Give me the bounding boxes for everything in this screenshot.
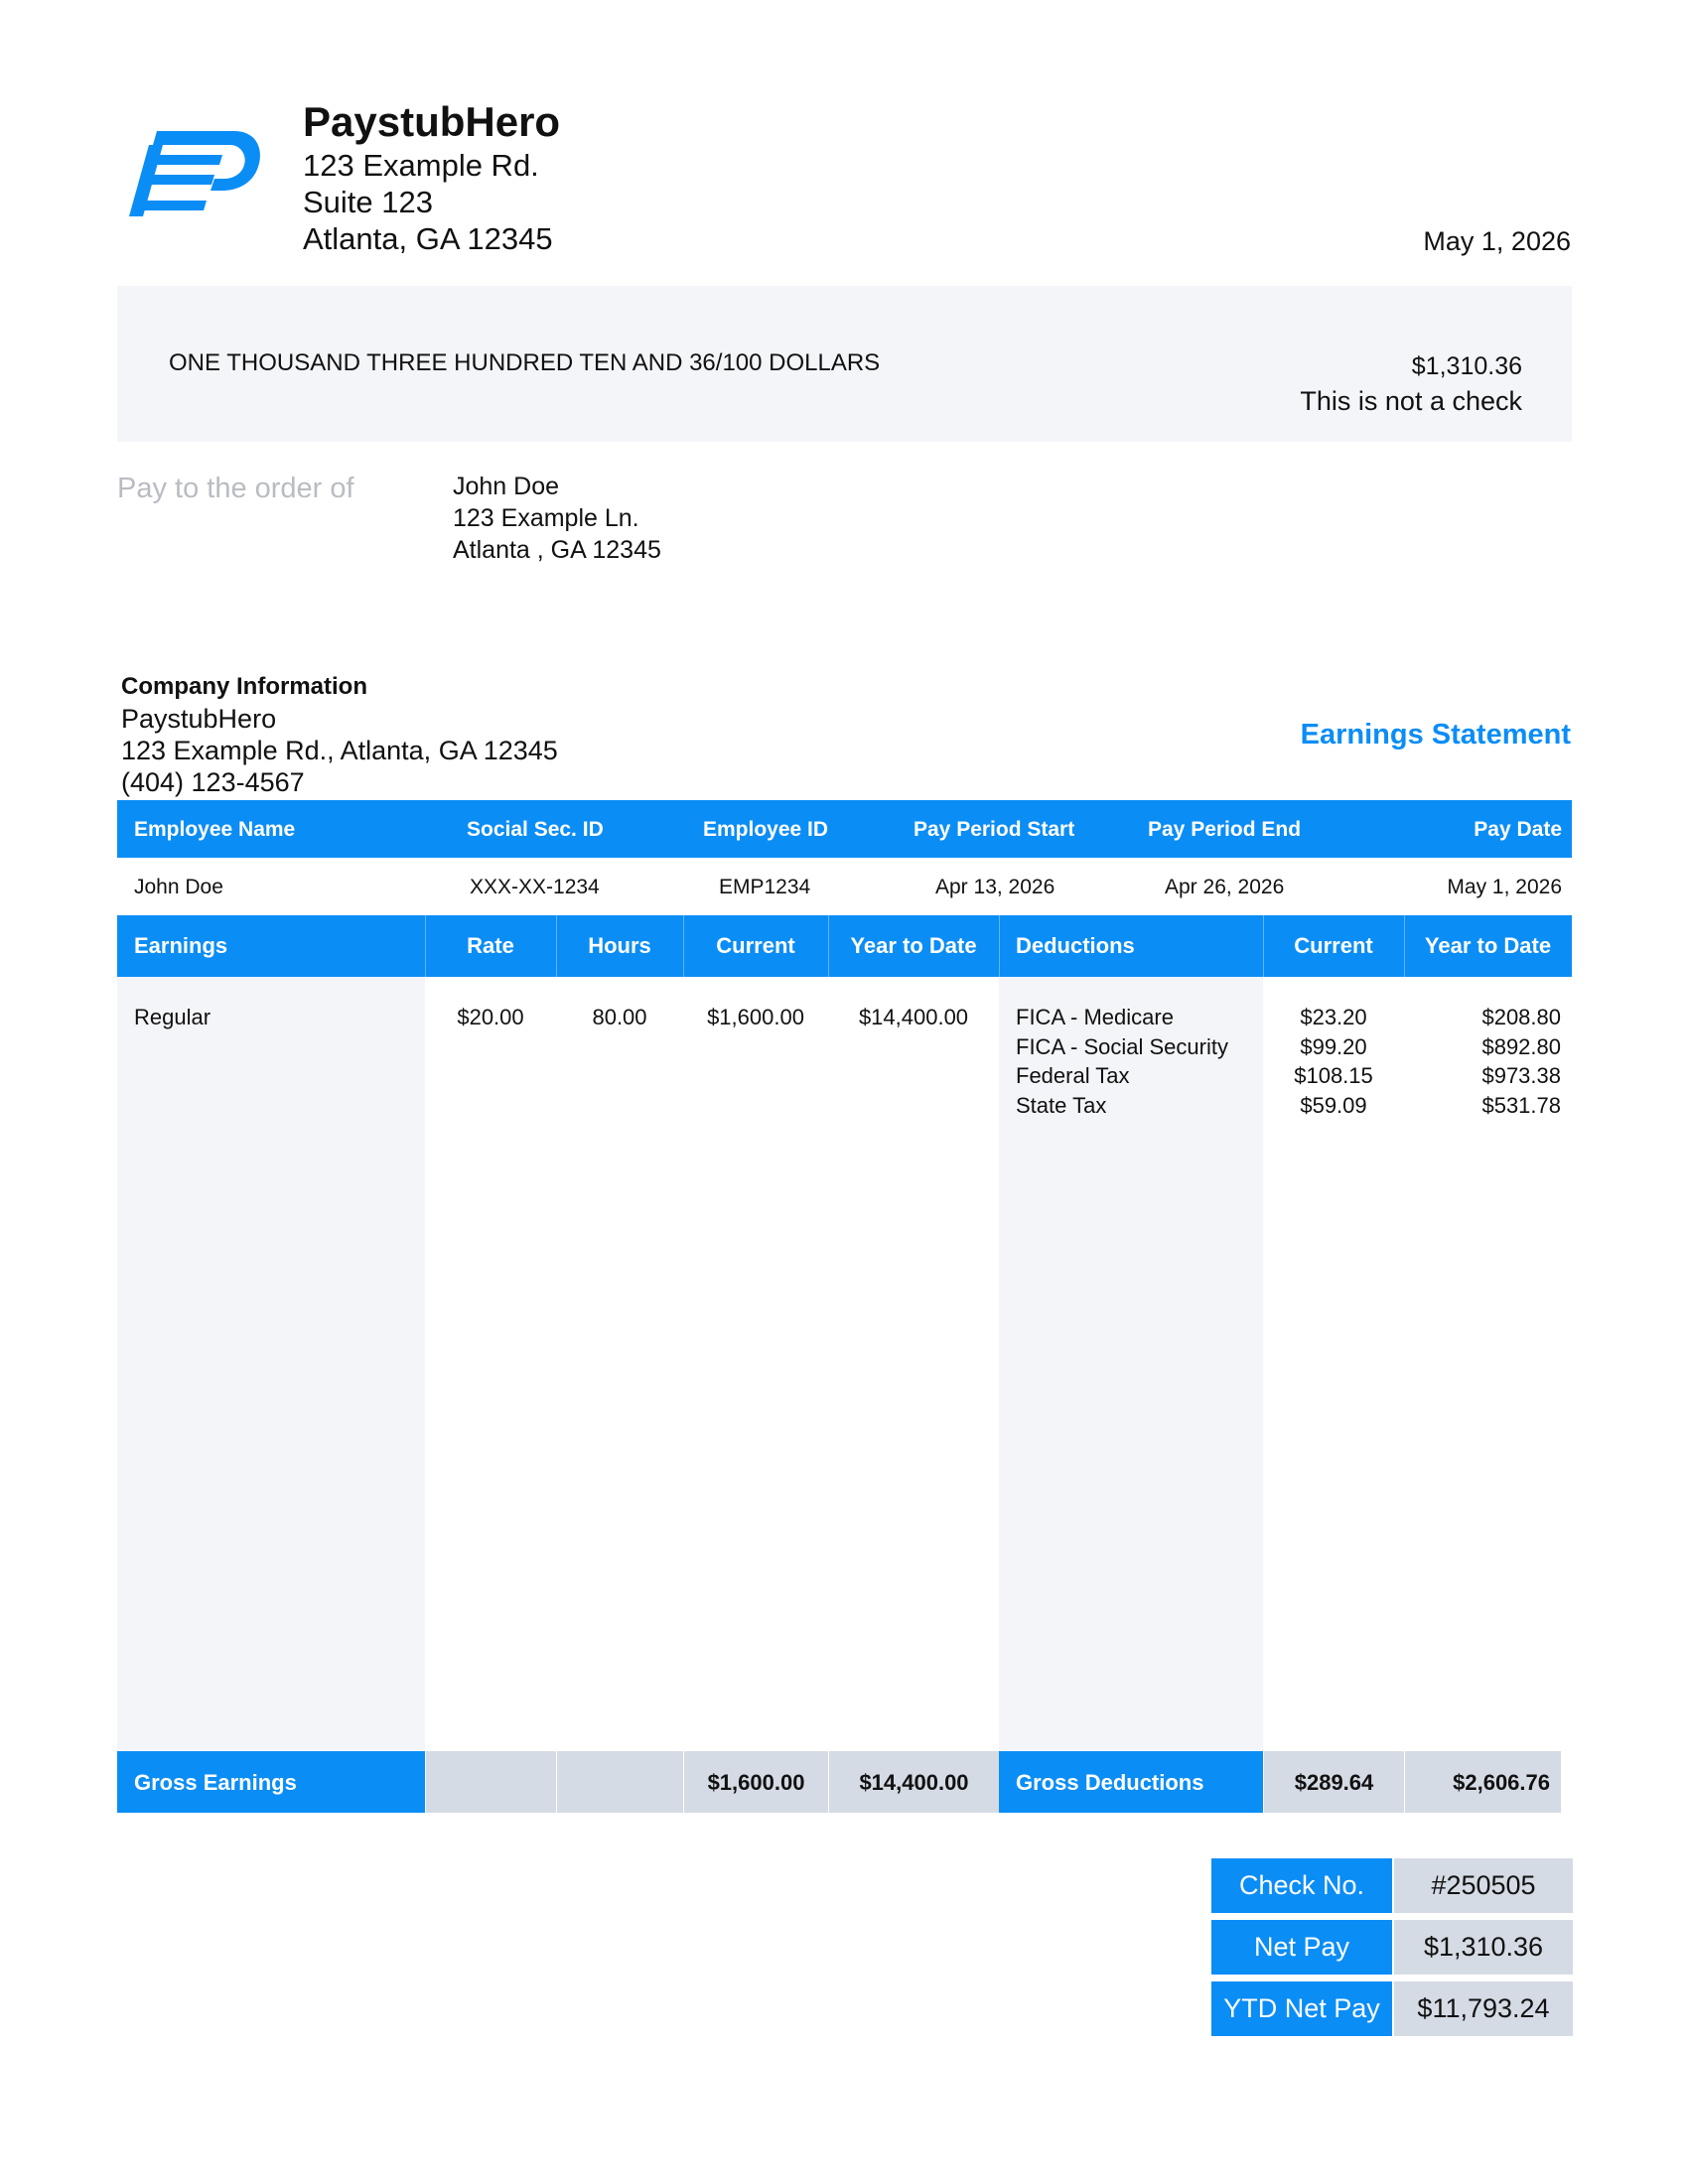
- pay-period-end: Apr 26, 2026: [1165, 876, 1285, 898]
- pay-date: May 1, 2026: [1447, 876, 1562, 898]
- pay-to-label: Pay to the order of: [117, 473, 354, 504]
- employee-table-row: [117, 858, 1572, 915]
- deduction-name: State Tax: [1016, 1092, 1107, 1118]
- earning-rate: $20.00: [457, 1005, 524, 1029]
- amount-summary: [1300, 349, 1522, 419]
- header-hours: Hours: [588, 933, 651, 958]
- header-rate: Rate: [467, 933, 514, 958]
- header-social-sec-id: Social Sec. ID: [467, 818, 604, 841]
- employee-id: EMP1234: [719, 876, 811, 898]
- deduction-ytd: $973.38: [1481, 1063, 1561, 1088]
- earnings-column-panel: [117, 977, 425, 1751]
- pay-period-start: Apr 13, 2026: [935, 876, 1055, 898]
- gross-deductions-label: Gross Deductions: [999, 1751, 1263, 1813]
- company-info-title: Company Information: [121, 673, 368, 700]
- header-employee-id: Employee ID: [703, 818, 829, 841]
- company-name: PaystubHero: [303, 98, 561, 145]
- header-employee-name: Employee Name: [134, 818, 296, 841]
- header-pay-date: Pay Date: [1474, 818, 1562, 841]
- payee-block: [453, 471, 661, 566]
- ytd-net-pay-value: $11,793.24: [1394, 1981, 1573, 2036]
- deduction-ytd: $531.78: [1481, 1092, 1561, 1118]
- company-header: [303, 97, 560, 257]
- company-info-address: 123 Example Rd., Atlanta, GA 12345: [121, 736, 558, 765]
- earning-hours: 80.00: [592, 1005, 647, 1029]
- paystubhero-logo-icon: [127, 129, 261, 218]
- earnings-table-header: [117, 915, 1572, 977]
- gross-hours-empty: [557, 1751, 683, 1813]
- deduction-current: $23.20: [1300, 1005, 1367, 1029]
- header-earnings: Earnings: [134, 933, 228, 958]
- earning-name: Regular: [134, 1005, 211, 1029]
- deduction-name: Federal Tax: [1016, 1063, 1130, 1088]
- earning-ytd: $14,400.00: [858, 1005, 969, 1029]
- header-earnings-ytd: Year to Date: [850, 933, 977, 958]
- amount-value: $1,310.36: [1411, 352, 1522, 380]
- earnings-statement-title: Earnings Statement: [1300, 719, 1571, 751]
- net-pay-label: Net Pay: [1211, 1920, 1392, 1975]
- deduction-current: $99.20: [1300, 1033, 1367, 1059]
- deduction-name: FICA - Social Security: [1016, 1033, 1228, 1059]
- header-deductions: Deductions: [1016, 933, 1135, 958]
- company-address-line3: Atlanta, GA 12345: [303, 221, 553, 256]
- gross-earnings-current: $1,600.00: [684, 1751, 828, 1813]
- net-pay-value: $1,310.36: [1394, 1920, 1573, 1975]
- employee-name: John Doe: [134, 876, 223, 898]
- check-no-label: Check No.: [1211, 1858, 1392, 1913]
- deduction-current: $108.15: [1294, 1063, 1373, 1088]
- company-address-line2: Suite 123: [303, 185, 433, 219]
- deduction-current: $59.09: [1300, 1092, 1367, 1118]
- gross-earnings-ytd: $14,400.00: [829, 1751, 999, 1813]
- header-pay-period-end: Pay Period End: [1148, 818, 1302, 841]
- payee-address-line2: Atlanta , GA 12345: [453, 536, 661, 564]
- check-no-value: #250505: [1394, 1858, 1573, 1913]
- deduction-name: FICA - Medicare: [1016, 1005, 1174, 1029]
- gross-earnings-label: Gross Earnings: [117, 1751, 425, 1813]
- amount-box: [117, 286, 1572, 442]
- payee-name: John Doe: [453, 473, 560, 500]
- gross-deductions-current: $289.64: [1264, 1751, 1404, 1813]
- header-pay-period-start: Pay Period Start: [914, 818, 1075, 841]
- header-deductions-current: Current: [1294, 933, 1373, 958]
- payee-address-line1: 123 Example Ln.: [453, 504, 639, 532]
- gross-rate-empty: [426, 1751, 556, 1813]
- gross-deductions-ytd: $2,606.76: [1405, 1751, 1561, 1813]
- company-address-line1: 123 Example Rd.: [303, 148, 539, 183]
- social-sec-id: XXX-XX-1234: [470, 876, 600, 898]
- company-info-name: PaystubHero: [121, 704, 277, 734]
- earning-current: $1,600.00: [707, 1005, 804, 1029]
- header-earnings-current: Current: [716, 933, 795, 958]
- company-info-phone: (404) 123-4567: [121, 767, 305, 797]
- employee-table-header: [117, 800, 1572, 858]
- ytd-net-pay-label: YTD Net Pay: [1211, 1981, 1392, 2036]
- deduction-ytd: $892.80: [1481, 1033, 1561, 1059]
- amount-words: ONE THOUSAND THREE HUNDRED TEN AND 36/100 DOLLARS: [169, 349, 881, 376]
- statement-date: May 1, 2026: [1423, 226, 1571, 256]
- company-information: [121, 671, 558, 798]
- not-a-check-note: This is not a check: [1300, 386, 1522, 416]
- deduction-ytd: $208.80: [1481, 1005, 1561, 1029]
- header-deductions-ytd: Year to Date: [1424, 933, 1552, 958]
